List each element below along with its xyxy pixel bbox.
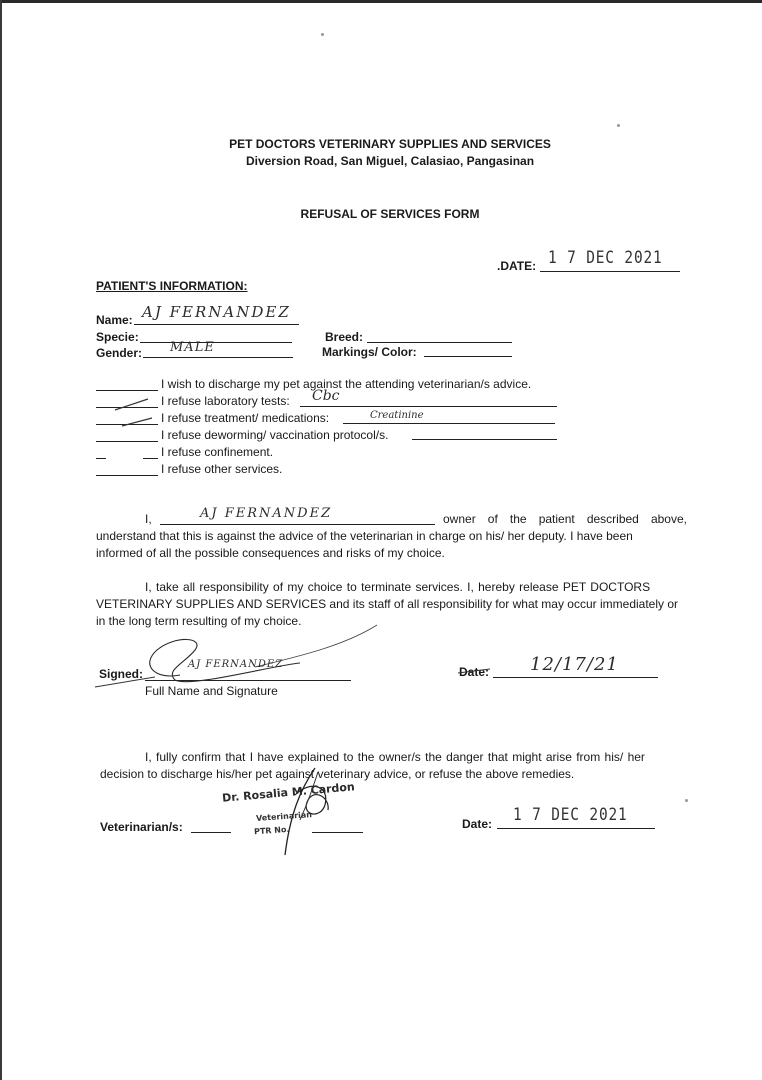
specie-line — [140, 342, 292, 343]
gender-label: Gender: — [96, 346, 143, 360]
vet-stamp-line3: PTR No. — [253, 824, 290, 837]
name-line — [134, 324, 299, 325]
option-text: I refuse confinement. — [161, 445, 274, 459]
form-title: REFUSAL OF SERVICES FORM — [300, 207, 480, 221]
option-text: I wish to discharge my pet against the attending veterinarian/s advice. — [161, 377, 532, 391]
top-date-line — [540, 271, 680, 272]
statement3-line2: decision to discharge his/her pet against veterinary advice, or refuse the above remedies. — [100, 767, 575, 781]
statement1-prefix: I, — [145, 512, 152, 526]
owner-date-line — [493, 677, 658, 678]
owner-name-value: AJ FERNANDEZ — [200, 506, 333, 521]
scan-speck — [321, 33, 324, 36]
top-date-label: .DATE: — [497, 259, 537, 273]
specie-label: Specie: — [96, 330, 139, 344]
signed-label: Signed: — [99, 667, 143, 681]
option-detail-value: Creatinine — [370, 410, 424, 421]
option-blank — [96, 441, 158, 442]
signature-text: AJ FERNANDEZ — [188, 659, 284, 670]
vet-signature-icon — [270, 760, 350, 860]
breed-label: Breed: — [325, 330, 364, 344]
scan-speck — [617, 124, 620, 127]
option-blank — [96, 458, 106, 459]
statement1-line1-suffix: owner of the patient described above, — [443, 512, 687, 526]
statement1-line2: understand that this is against the advice of the veterinarian in charge on his/ her deputy. I have been — [96, 529, 633, 543]
breed-line — [367, 342, 512, 343]
company-address: Diversion Road, San Miguel, Calasiao, Pangasinan — [245, 154, 535, 168]
option-text: I refuse other services. — [161, 462, 283, 476]
name-label: Name: — [96, 313, 133, 327]
vet-date-line — [497, 828, 655, 829]
option-text: I refuse treatment/ medications: — [161, 411, 330, 425]
option-detail-value: Cbc — [312, 388, 340, 404]
option-detail-line — [412, 439, 557, 440]
veterinarian-line-left — [191, 832, 231, 833]
markings-line — [424, 356, 512, 357]
owner-name-line — [160, 524, 435, 525]
statement2-line2: VETERINARY SUPPLIES AND SERVICES and its staff of all responsibility for what may occur immediately or — [96, 597, 679, 611]
company-name: PET DOCTORS VETERINARY SUPPLIES AND SERVICES — [229, 137, 551, 151]
vet-date-label: Date: — [462, 817, 493, 831]
markings-label: Markings/ Color: — [322, 345, 417, 359]
statement2-line3: in the long term resulting of my choice. — [96, 614, 302, 628]
option-detail-line — [300, 406, 557, 407]
option-blank — [96, 475, 158, 476]
gender-value: MALE — [170, 340, 215, 355]
scan-speck — [685, 799, 688, 802]
top-date-value: 1 7 DEC 2021 — [548, 248, 663, 268]
option-blank — [96, 390, 158, 391]
owner-date-label: Date: — [459, 665, 490, 679]
statement3-line1: I, fully confirm that I have explained to the owner/s the danger that might arise from his/ her — [145, 750, 645, 764]
scan-edge-top — [0, 0, 762, 3]
strike-icon — [458, 664, 492, 678]
vet-stamp-name: Dr. Rosalia M. Cardon — [221, 780, 356, 805]
option-text: I refuse laboratory tests: — [161, 394, 290, 408]
check-mark-icon — [110, 394, 160, 434]
gender-line — [143, 357, 293, 358]
owner-date-value: 12/17/21 — [530, 654, 619, 675]
name-value: AJ FERNANDEZ — [142, 303, 291, 321]
vet-stamp-line2: Veterinarian — [255, 810, 313, 823]
option-text: I refuse deworming/ vaccination protocol/s. — [161, 428, 389, 442]
statement1-line3: informed of all the possible consequences and risks of my choice. — [96, 546, 445, 560]
vet-date-value: 1 7 DEC 2021 — [513, 805, 628, 825]
veterinarian-label: Veterinarian/s: — [100, 820, 183, 834]
option-detail-line — [343, 423, 555, 424]
patient-info-heading: PATIENT'S INFORMATION: — [96, 279, 248, 293]
signature-caption: Full Name and Signature — [145, 684, 278, 698]
statement2-line1: I, take all responsibility of my choice to terminate services. I, hereby release PET DOCTORS — [145, 580, 651, 594]
option-blank — [143, 458, 158, 459]
